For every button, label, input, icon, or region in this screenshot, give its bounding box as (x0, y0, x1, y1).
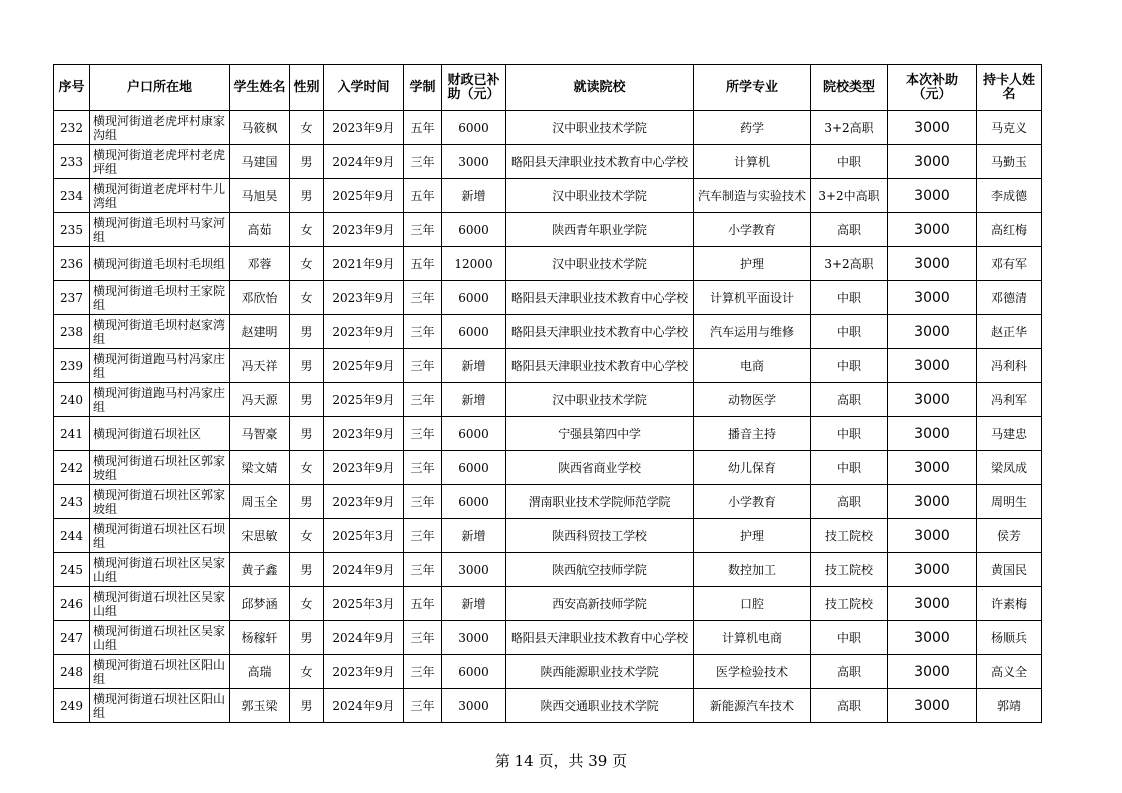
cell-cardholder: 马建忠 (977, 417, 1042, 451)
cell-duration: 三年 (404, 349, 442, 383)
cell-gender: 男 (290, 315, 324, 349)
cell-enroll-time: 2025年3月 (324, 587, 404, 621)
cell-school-type: 中职 (811, 621, 888, 655)
cell-major: 新能源汽车技术 (694, 689, 811, 723)
cell-seq: 233 (54, 145, 90, 179)
cell-major: 幼儿保育 (694, 451, 811, 485)
cell-cardholder: 赵正华 (977, 315, 1042, 349)
cell-cardholder: 马克义 (977, 111, 1042, 145)
table-row (54, 417, 1042, 451)
cell-major: 小学教育 (694, 485, 811, 519)
cell-seq: 242 (54, 451, 90, 485)
cell-seq: 239 (54, 349, 90, 383)
cell-address: 横现河街道跑马村冯家庄组 (90, 383, 230, 417)
table-row (54, 689, 1042, 723)
cell-cardholder: 李成德 (977, 179, 1042, 213)
cell-seq: 243 (54, 485, 90, 519)
cell-seq: 240 (54, 383, 90, 417)
table-row (54, 553, 1042, 587)
table-row (54, 383, 1042, 417)
cell-address: 横现河街道石坝社区阳山组 (90, 655, 230, 689)
cell-cardholder: 侯芳 (977, 519, 1042, 553)
cell-enroll-time: 2025年3月 (324, 519, 404, 553)
cell-major: 汽车制造与实验技术 (694, 179, 811, 213)
col-student-name-header: 学生姓名 (230, 65, 290, 111)
cell-major: 计算机电商 (694, 621, 811, 655)
cell-school-type: 高职 (811, 655, 888, 689)
cell-duration: 三年 (404, 213, 442, 247)
cell-major: 计算机 (694, 145, 811, 179)
cell-major: 电商 (694, 349, 811, 383)
cell-gender: 女 (290, 519, 324, 553)
cell-seq: 248 (54, 655, 90, 689)
cell-gender: 男 (290, 145, 324, 179)
cell-cardholder: 许素梅 (977, 587, 1042, 621)
cell-enroll-time: 2024年9月 (324, 689, 404, 723)
cell-seq: 244 (54, 519, 90, 553)
cell-major: 播音主持 (694, 417, 811, 451)
table-row (54, 451, 1042, 485)
table-row (54, 281, 1042, 315)
cell-duration: 三年 (404, 689, 442, 723)
cell-address: 横现河街道毛坝村王家院组 (90, 281, 230, 315)
cell-cardholder: 邓有军 (977, 247, 1042, 281)
cell-school-type: 中职 (811, 451, 888, 485)
cell-major: 计算机平面设计 (694, 281, 811, 315)
cell-school-type: 中职 (811, 417, 888, 451)
cell-school: 渭南职业技术学院师范学院 (506, 485, 694, 519)
cell-enroll-time: 2024年9月 (324, 621, 404, 655)
cell-gender: 女 (290, 213, 324, 247)
table-row (54, 247, 1042, 281)
cell-current-subsidy: 3000 (888, 451, 977, 485)
cell-school-type: 中职 (811, 349, 888, 383)
cell-address: 横现河街道石坝社区 (90, 417, 230, 451)
cell-enroll-time: 2021年9月 (324, 247, 404, 281)
cell-address: 横现河街道毛坝村马家河组 (90, 213, 230, 247)
cell-major: 口腔 (694, 587, 811, 621)
cell-gender: 男 (290, 621, 324, 655)
cell-student-name: 梁文婧 (230, 451, 290, 485)
cell-current-subsidy: 3000 (888, 519, 977, 553)
cell-student-name: 马旭昊 (230, 179, 290, 213)
cell-paid-subsidy: 新增 (442, 349, 506, 383)
cell-paid-subsidy: 12000 (442, 247, 506, 281)
cell-school-type: 3+2高职 (811, 111, 888, 145)
table-row (54, 315, 1042, 349)
cell-school: 陕西航空技师学院 (506, 553, 694, 587)
col-paid-subsidy-header: 财政已补助（元） (442, 65, 506, 111)
cell-paid-subsidy: 6000 (442, 213, 506, 247)
cell-student-name: 宋思敏 (230, 519, 290, 553)
cell-school-type: 高职 (811, 213, 888, 247)
cell-duration: 三年 (404, 383, 442, 417)
cell-cardholder: 杨顺兵 (977, 621, 1042, 655)
cell-duration: 五年 (404, 587, 442, 621)
col-school-type-header: 院校类型 (811, 65, 888, 111)
cell-student-name: 高茹 (230, 213, 290, 247)
cell-seq: 235 (54, 213, 90, 247)
cell-student-name: 周玉全 (230, 485, 290, 519)
cell-gender: 女 (290, 655, 324, 689)
cell-cardholder: 邓德清 (977, 281, 1042, 315)
cell-duration: 三年 (404, 485, 442, 519)
cell-school: 略阳县天津职业技术教育中心学校 (506, 621, 694, 655)
cell-school: 略阳县天津职业技术教育中心学校 (506, 145, 694, 179)
cell-major: 护理 (694, 519, 811, 553)
cell-current-subsidy: 3000 (888, 213, 977, 247)
cell-paid-subsidy: 3000 (442, 689, 506, 723)
col-major-header: 所学专业 (694, 65, 811, 111)
cell-current-subsidy: 3000 (888, 281, 977, 315)
cell-paid-subsidy: 新增 (442, 587, 506, 621)
cell-cardholder: 黄国民 (977, 553, 1042, 587)
cell-student-name: 郭玉梁 (230, 689, 290, 723)
cell-address: 横现河街道石坝社区吴家山组 (90, 553, 230, 587)
cell-enroll-time: 2024年9月 (324, 553, 404, 587)
cell-cardholder: 周明生 (977, 485, 1042, 519)
cell-student-name: 马智豪 (230, 417, 290, 451)
col-address-header: 户口所在地 (90, 65, 230, 111)
cell-paid-subsidy: 6000 (442, 655, 506, 689)
cell-current-subsidy: 3000 (888, 655, 977, 689)
cell-school: 汉中职业技术学院 (506, 383, 694, 417)
table-row (54, 349, 1042, 383)
cell-student-name: 黄子鑫 (230, 553, 290, 587)
cell-enroll-time: 2023年9月 (324, 655, 404, 689)
cell-address: 横现河街道石坝社区郭家坡组 (90, 451, 230, 485)
cell-enroll-time: 2025年9月 (324, 179, 404, 213)
cell-school-type: 中职 (811, 315, 888, 349)
cell-duration: 五年 (404, 247, 442, 281)
cell-school-type: 高职 (811, 383, 888, 417)
cell-school: 西安高新技师学院 (506, 587, 694, 621)
col-current-subsidy-header: 本次补助（元） (888, 65, 977, 111)
cell-school-type: 技工院校 (811, 587, 888, 621)
cell-school-type: 技工院校 (811, 553, 888, 587)
cell-current-subsidy: 3000 (888, 417, 977, 451)
cell-gender: 男 (290, 179, 324, 213)
cell-enroll-time: 2024年9月 (324, 145, 404, 179)
cell-enroll-time: 2023年9月 (324, 281, 404, 315)
cell-school: 汉中职业技术学院 (506, 179, 694, 213)
cell-gender: 女 (290, 281, 324, 315)
table-row (54, 519, 1042, 553)
cell-gender: 女 (290, 247, 324, 281)
cell-student-name: 高瑞 (230, 655, 290, 689)
col-seq-header: 序号 (54, 65, 90, 111)
cell-enroll-time: 2023年9月 (324, 417, 404, 451)
col-enroll-time-header: 入学时间 (324, 65, 404, 111)
cell-cardholder: 梁凤成 (977, 451, 1042, 485)
cell-school: 汉中职业技术学院 (506, 111, 694, 145)
cell-school: 陕西省商业学校 (506, 451, 694, 485)
cell-duration: 三年 (404, 655, 442, 689)
table-body (54, 111, 1042, 723)
cell-duration: 三年 (404, 621, 442, 655)
cell-duration: 三年 (404, 145, 442, 179)
cell-enroll-time: 2023年9月 (324, 451, 404, 485)
cell-enroll-time: 2023年9月 (324, 111, 404, 145)
cell-major: 数控加工 (694, 553, 811, 587)
cell-student-name: 邓蓉 (230, 247, 290, 281)
cell-major: 小学教育 (694, 213, 811, 247)
cell-paid-subsidy: 新增 (442, 519, 506, 553)
cell-paid-subsidy: 3000 (442, 553, 506, 587)
cell-address: 横现河街道石坝社区阳山组 (90, 689, 230, 723)
cell-cardholder: 马勤玉 (977, 145, 1042, 179)
cell-school: 汉中职业技术学院 (506, 247, 694, 281)
cell-address: 横现河街道毛坝村毛坝组 (90, 247, 230, 281)
table-row (54, 111, 1042, 145)
table-row (54, 655, 1042, 689)
page-footer: 第 14 页，共 39 页 (494, 752, 628, 770)
table-row (54, 621, 1042, 655)
cell-enroll-time: 2025年9月 (324, 383, 404, 417)
cell-seq: 245 (54, 553, 90, 587)
cell-enroll-time: 2023年9月 (324, 485, 404, 519)
cell-school-type: 3+2中高职 (811, 179, 888, 213)
cell-seq: 236 (54, 247, 90, 281)
cell-gender: 男 (290, 417, 324, 451)
cell-student-name: 邓欣怡 (230, 281, 290, 315)
cell-seq: 238 (54, 315, 90, 349)
cell-address: 横现河街道石坝社区吴家山组 (90, 587, 230, 621)
cell-address: 横现河街道石坝社区吴家山组 (90, 621, 230, 655)
subsidy-table (53, 64, 1042, 723)
cell-major: 药学 (694, 111, 811, 145)
cell-address: 横现河街道跑马村冯家庄组 (90, 349, 230, 383)
cell-cardholder: 冯利科 (977, 349, 1042, 383)
cell-address: 横现河街道老虎坪村老虎坪组 (90, 145, 230, 179)
cell-address: 横现河街道老虎坪村牛儿湾组 (90, 179, 230, 213)
cell-current-subsidy: 3000 (888, 689, 977, 723)
cell-address: 横现河街道石坝社区石坝组 (90, 519, 230, 553)
cell-school: 陕西能源职业技术学院 (506, 655, 694, 689)
cell-student-name: 马建国 (230, 145, 290, 179)
cell-school: 略阳县天津职业技术教育中心学校 (506, 349, 694, 383)
cell-duration: 三年 (404, 315, 442, 349)
cell-cardholder: 郭靖 (977, 689, 1042, 723)
cell-school-type: 中职 (811, 145, 888, 179)
col-duration-header: 学制 (404, 65, 442, 111)
cell-gender: 女 (290, 451, 324, 485)
header-row (54, 65, 1042, 111)
cell-school-type: 中职 (811, 281, 888, 315)
table-row (54, 179, 1042, 213)
col-gender-header: 性别 (290, 65, 324, 111)
cell-address: 横现河街道老虎坪村康家沟组 (90, 111, 230, 145)
cell-gender: 男 (290, 553, 324, 587)
cell-gender: 男 (290, 349, 324, 383)
cell-student-name: 马筱枫 (230, 111, 290, 145)
cell-enroll-time: 2023年9月 (324, 315, 404, 349)
cell-student-name: 赵建明 (230, 315, 290, 349)
cell-paid-subsidy: 6000 (442, 281, 506, 315)
cell-school: 宁强县第四中学 (506, 417, 694, 451)
cell-paid-subsidy: 6000 (442, 417, 506, 451)
cell-address: 横现河街道毛坝村赵家湾组 (90, 315, 230, 349)
cell-paid-subsidy: 6000 (442, 485, 506, 519)
cell-cardholder: 高义全 (977, 655, 1042, 689)
cell-school: 陕西科贸技工学校 (506, 519, 694, 553)
cell-paid-subsidy: 6000 (442, 315, 506, 349)
cell-student-name: 冯天祥 (230, 349, 290, 383)
cell-school: 陕西青年职业学院 (506, 213, 694, 247)
cell-seq: 249 (54, 689, 90, 723)
cell-paid-subsidy: 6000 (442, 451, 506, 485)
cell-current-subsidy: 3000 (888, 587, 977, 621)
table-row (54, 587, 1042, 621)
table-row (54, 213, 1042, 247)
cell-seq: 232 (54, 111, 90, 145)
cell-student-name: 邱梦涵 (230, 587, 290, 621)
cell-current-subsidy: 3000 (888, 315, 977, 349)
col-school-header: 就读院校 (506, 65, 694, 111)
cell-current-subsidy: 3000 (888, 179, 977, 213)
cell-paid-subsidy: 新增 (442, 383, 506, 417)
cell-duration: 五年 (404, 179, 442, 213)
cell-current-subsidy: 3000 (888, 383, 977, 417)
cell-major: 动物医学 (694, 383, 811, 417)
cell-duration: 三年 (404, 417, 442, 451)
cell-paid-subsidy: 新增 (442, 179, 506, 213)
cell-duration: 五年 (404, 111, 442, 145)
table-row (54, 485, 1042, 519)
table-row (54, 145, 1042, 179)
cell-paid-subsidy: 3000 (442, 145, 506, 179)
cell-paid-subsidy: 6000 (442, 111, 506, 145)
cell-gender: 男 (290, 485, 324, 519)
cell-current-subsidy: 3000 (888, 111, 977, 145)
cell-seq: 246 (54, 587, 90, 621)
cell-duration: 三年 (404, 281, 442, 315)
cell-duration: 三年 (404, 451, 442, 485)
cell-major: 护理 (694, 247, 811, 281)
cell-school-type: 高职 (811, 689, 888, 723)
cell-paid-subsidy: 3000 (442, 621, 506, 655)
cell-address: 横现河街道石坝社区郭家坡组 (90, 485, 230, 519)
cell-current-subsidy: 3000 (888, 485, 977, 519)
cell-seq: 241 (54, 417, 90, 451)
cell-school-type: 技工院校 (811, 519, 888, 553)
cell-school-type: 3+2高职 (811, 247, 888, 281)
cell-enroll-time: 2023年9月 (324, 213, 404, 247)
cell-gender: 女 (290, 111, 324, 145)
cell-student-name: 杨稼轩 (230, 621, 290, 655)
cell-school-type: 高职 (811, 485, 888, 519)
cell-major: 汽车运用与维修 (694, 315, 811, 349)
cell-duration: 三年 (404, 553, 442, 587)
col-cardholder-header: 持卡人姓名 (977, 65, 1042, 111)
cell-cardholder: 高红梅 (977, 213, 1042, 247)
cell-gender: 女 (290, 587, 324, 621)
cell-school: 略阳县天津职业技术教育中心学校 (506, 281, 694, 315)
cell-current-subsidy: 3000 (888, 553, 977, 587)
cell-school: 略阳县天津职业技术教育中心学校 (506, 315, 694, 349)
cell-gender: 男 (290, 383, 324, 417)
cell-current-subsidy: 3000 (888, 621, 977, 655)
cell-school: 陕西交通职业技术学院 (506, 689, 694, 723)
cell-enroll-time: 2025年9月 (324, 349, 404, 383)
cell-major: 医学检验技术 (694, 655, 811, 689)
cell-gender: 男 (290, 689, 324, 723)
cell-seq: 247 (54, 621, 90, 655)
cell-student-name: 冯天源 (230, 383, 290, 417)
cell-current-subsidy: 3000 (888, 349, 977, 383)
cell-seq: 237 (54, 281, 90, 315)
cell-current-subsidy: 3000 (888, 145, 977, 179)
cell-seq: 234 (54, 179, 90, 213)
cell-current-subsidy: 3000 (888, 247, 977, 281)
cell-cardholder: 冯利军 (977, 383, 1042, 417)
cell-duration: 三年 (404, 519, 442, 553)
